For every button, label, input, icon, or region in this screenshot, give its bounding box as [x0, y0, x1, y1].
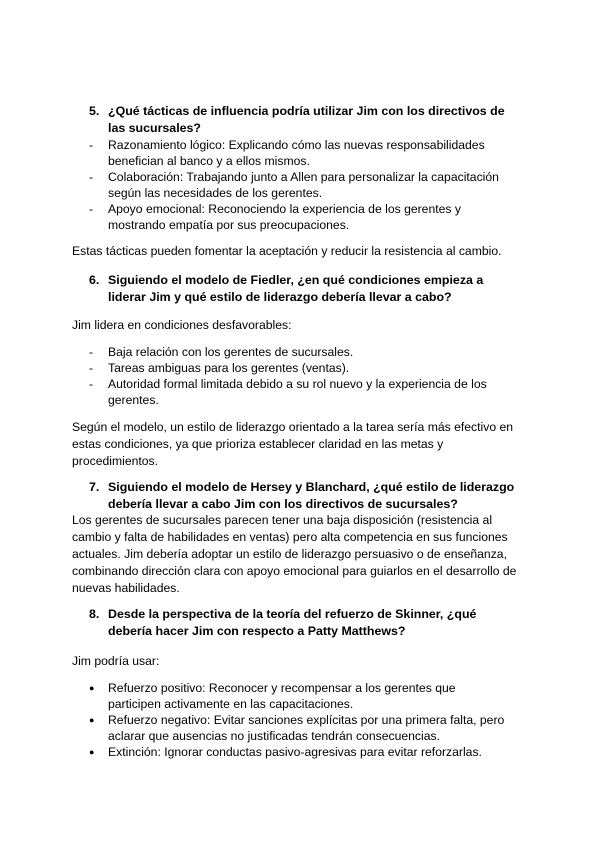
q7-answer: Los gerentes de sucursales parecen tener una baja disposición (resistencia al cambio y falta de habilidades en ventas) pero alta competencia en sus funciones actuales. Jim debería adoptar un estilo de liderazgo persuasivo o de enseñanza, combinando dirección clara con apoyo emocional para guiarlos en el desarrollo de nuevas habilidades.	[72, 513, 517, 595]
question-number: 7.	[89, 480, 100, 494]
dash-marker: -	[89, 361, 94, 375]
list-item-text: Colaboración: Trabajando junto a Allen para personalizar la capacitación según las necesidades de los gerentes.	[108, 170, 499, 200]
list-item-text: Baja relación con los gerentes de sucursales.	[108, 345, 354, 359]
list-item	[89, 360, 508, 376]
list-item	[89, 680, 508, 712]
list-item-text: Apoyo emocional: Reconociendo la experiencia de los gerentes y mostrando empatía por sus preocupaciones.	[108, 202, 461, 232]
question-text: Siguiendo el modelo de Fiedler, ¿en qué condiciones empieza a liderar Jim y qué estilo de liderazgo debería llevar a cabo?	[108, 273, 484, 304]
q6-intro: Jim lidera en condiciones desfavorables:	[72, 318, 292, 332]
q5-list	[89, 137, 508, 233]
dash-marker: -	[89, 138, 94, 152]
q5-conclusion: Estas tácticas pueden fomentar la aceptación y reducir la resistencia al cambio.	[72, 244, 502, 258]
dash-marker: -	[89, 345, 94, 359]
list-item	[89, 376, 508, 408]
question-text: Desde la perspectiva de la teoría del refuerzo de Skinner, ¿qué debería hacer Jim con respecto a Patty Matthews?	[108, 607, 477, 638]
question-number: 8.	[89, 607, 100, 621]
list-item-text: Refuerzo negativo: Evitar sanciones explícitas por una primera falta, pero aclarar que ausencias no justificadas tendrán consecuencias.	[108, 713, 505, 743]
list-item-text: Tareas ambiguas para los gerentes (ventas).	[108, 361, 350, 375]
q8-list	[89, 680, 508, 760]
list-item	[89, 169, 508, 201]
bullet-icon: ●	[89, 747, 95, 757]
dash-marker: -	[89, 170, 94, 184]
list-item	[89, 744, 508, 760]
question-number: 6.	[89, 273, 100, 287]
q8-intro: Jim podría usar:	[72, 654, 160, 668]
q6-conclusion: Según el modelo, un estilo de liderazgo orientado a la tarea sería más efectivo en estas condiciones, ya que prioriza establecer claridad en las metas y procedimientos.	[72, 420, 514, 468]
q6-list	[89, 344, 508, 408]
bullet-icon: ●	[89, 683, 95, 693]
question-text: Siguiendo el modelo de Hersey y Blanchard, ¿qué estilo de liderazgo debería llevar a cabo Jim con los directivos de sucursales?	[108, 480, 515, 511]
bullet-icon: ●	[89, 715, 95, 725]
question-text: ¿Qué tácticas de influencia podría utilizar Jim con los directivos de las sucursales?	[108, 104, 505, 135]
list-item-text: Autoridad formal limitada debido a su rol nuevo y la experiencia de los gerentes.	[108, 377, 487, 407]
list-item-text: Extinción: Ignorar conductas pasivo-agresivas para evitar reforzarlas.	[108, 745, 482, 759]
dash-marker: -	[89, 202, 94, 216]
list-item-text: Refuerzo positivo: Reconocer y recompensar a los gerentes que participen activamente en las capacitaciones.	[108, 681, 456, 711]
list-item	[89, 137, 508, 169]
list-item	[89, 712, 508, 744]
list-item	[89, 344, 508, 360]
dash-marker: -	[89, 377, 94, 391]
question-number: 5.	[89, 104, 100, 118]
list-item	[89, 201, 508, 233]
list-item-text: Razonamiento lógico: Explicando cómo las nuevas responsabilidades benefician al banco y a ellos mismos.	[108, 138, 485, 168]
